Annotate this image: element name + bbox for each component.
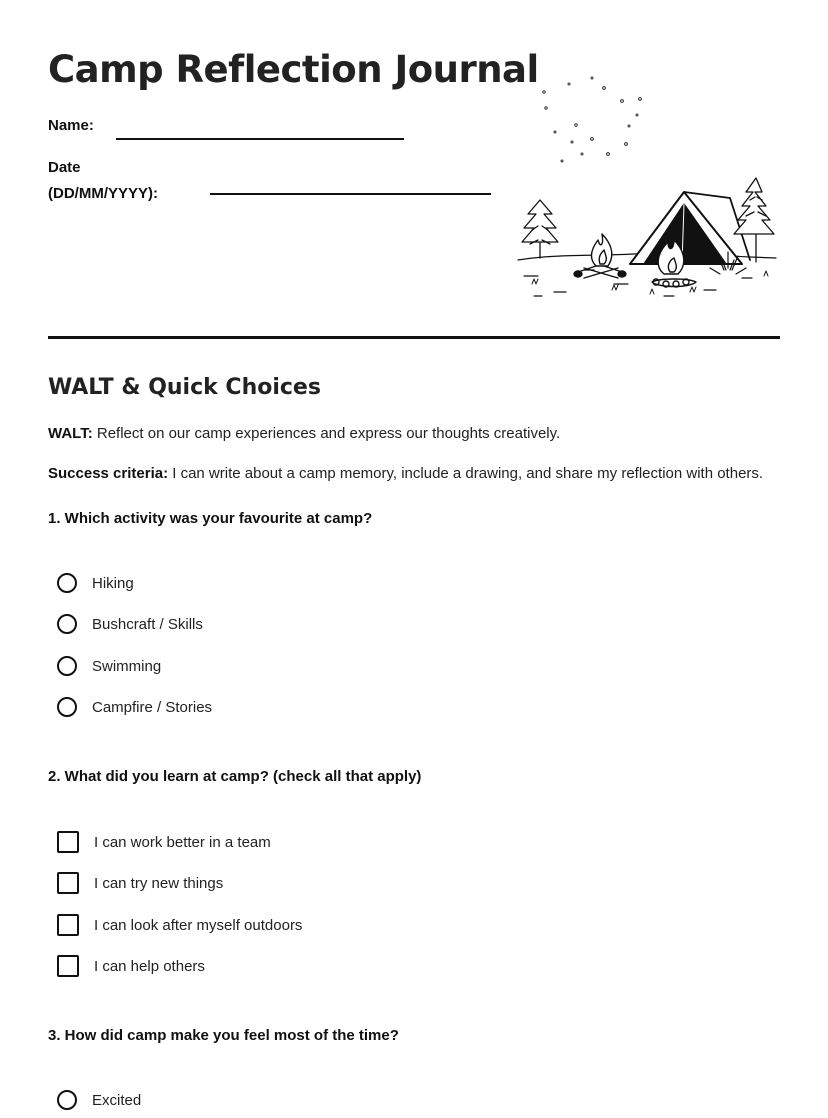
option-label: Campfire / Stories	[92, 698, 213, 716]
name-label: Name:	[48, 117, 94, 134]
success-label: Success criteria:	[48, 465, 169, 482]
radio-button[interactable]	[57, 573, 77, 593]
option-label: Hiking	[92, 574, 134, 592]
option-swimming[interactable]	[57, 654, 161, 678]
date-field[interactable]	[210, 193, 491, 195]
header-divider	[48, 336, 780, 339]
option-label: Excited	[92, 1091, 142, 1109]
date-label-line2: (DD/MM/YYYY):	[48, 185, 158, 202]
question-3: 3. How did camp make you feel most of the time?	[48, 1027, 399, 1044]
section-heading: WALT & Quick Choices	[48, 375, 321, 400]
question-1: 1. Which activity was your favourite at camp?	[48, 510, 373, 527]
date-label-line1: Date	[48, 159, 81, 176]
option-label: Bushcraft / Skills	[92, 615, 203, 633]
option-label: I can look after myself outdoors	[94, 916, 303, 934]
option-outdoors[interactable]	[57, 913, 302, 937]
option-excited[interactable]	[57, 1088, 141, 1112]
option-label: I can try new things	[94, 874, 224, 892]
checkbox[interactable]	[57, 955, 79, 977]
option-campfire[interactable]	[57, 695, 212, 719]
option-help-others[interactable]	[57, 954, 205, 978]
radio-button[interactable]	[57, 614, 77, 634]
option-hiking[interactable]	[57, 571, 134, 595]
success-criteria	[48, 465, 763, 482]
radio-button[interactable]	[57, 656, 77, 676]
page-title: Camp Reflection Journal	[48, 48, 539, 91]
camp-scene-icon	[514, 70, 780, 310]
name-field[interactable]	[116, 138, 404, 140]
option-label: I can work better in a team	[94, 833, 271, 851]
success-text: I can write about a camp memory, include a drawing, and share my reflection with others.	[168, 465, 764, 482]
walt-label: WALT:	[48, 425, 93, 442]
option-bushcraft[interactable]	[57, 612, 203, 636]
radio-button[interactable]	[57, 1090, 77, 1110]
option-label: Swimming	[92, 657, 162, 675]
option-teamwork[interactable]	[57, 830, 271, 854]
radio-button[interactable]	[57, 697, 77, 717]
option-label: I can help others	[94, 957, 205, 975]
walt-text: Reflect on our camp experiences and express our thoughts creatively.	[92, 425, 561, 442]
option-new-things[interactable]	[57, 871, 223, 895]
checkbox[interactable]	[57, 831, 79, 853]
checkbox[interactable]	[57, 914, 79, 936]
question-2: 2. What did you learn at camp? (check all that apply)	[48, 768, 422, 785]
walt-statement	[48, 425, 560, 442]
checkbox[interactable]	[57, 872, 79, 894]
